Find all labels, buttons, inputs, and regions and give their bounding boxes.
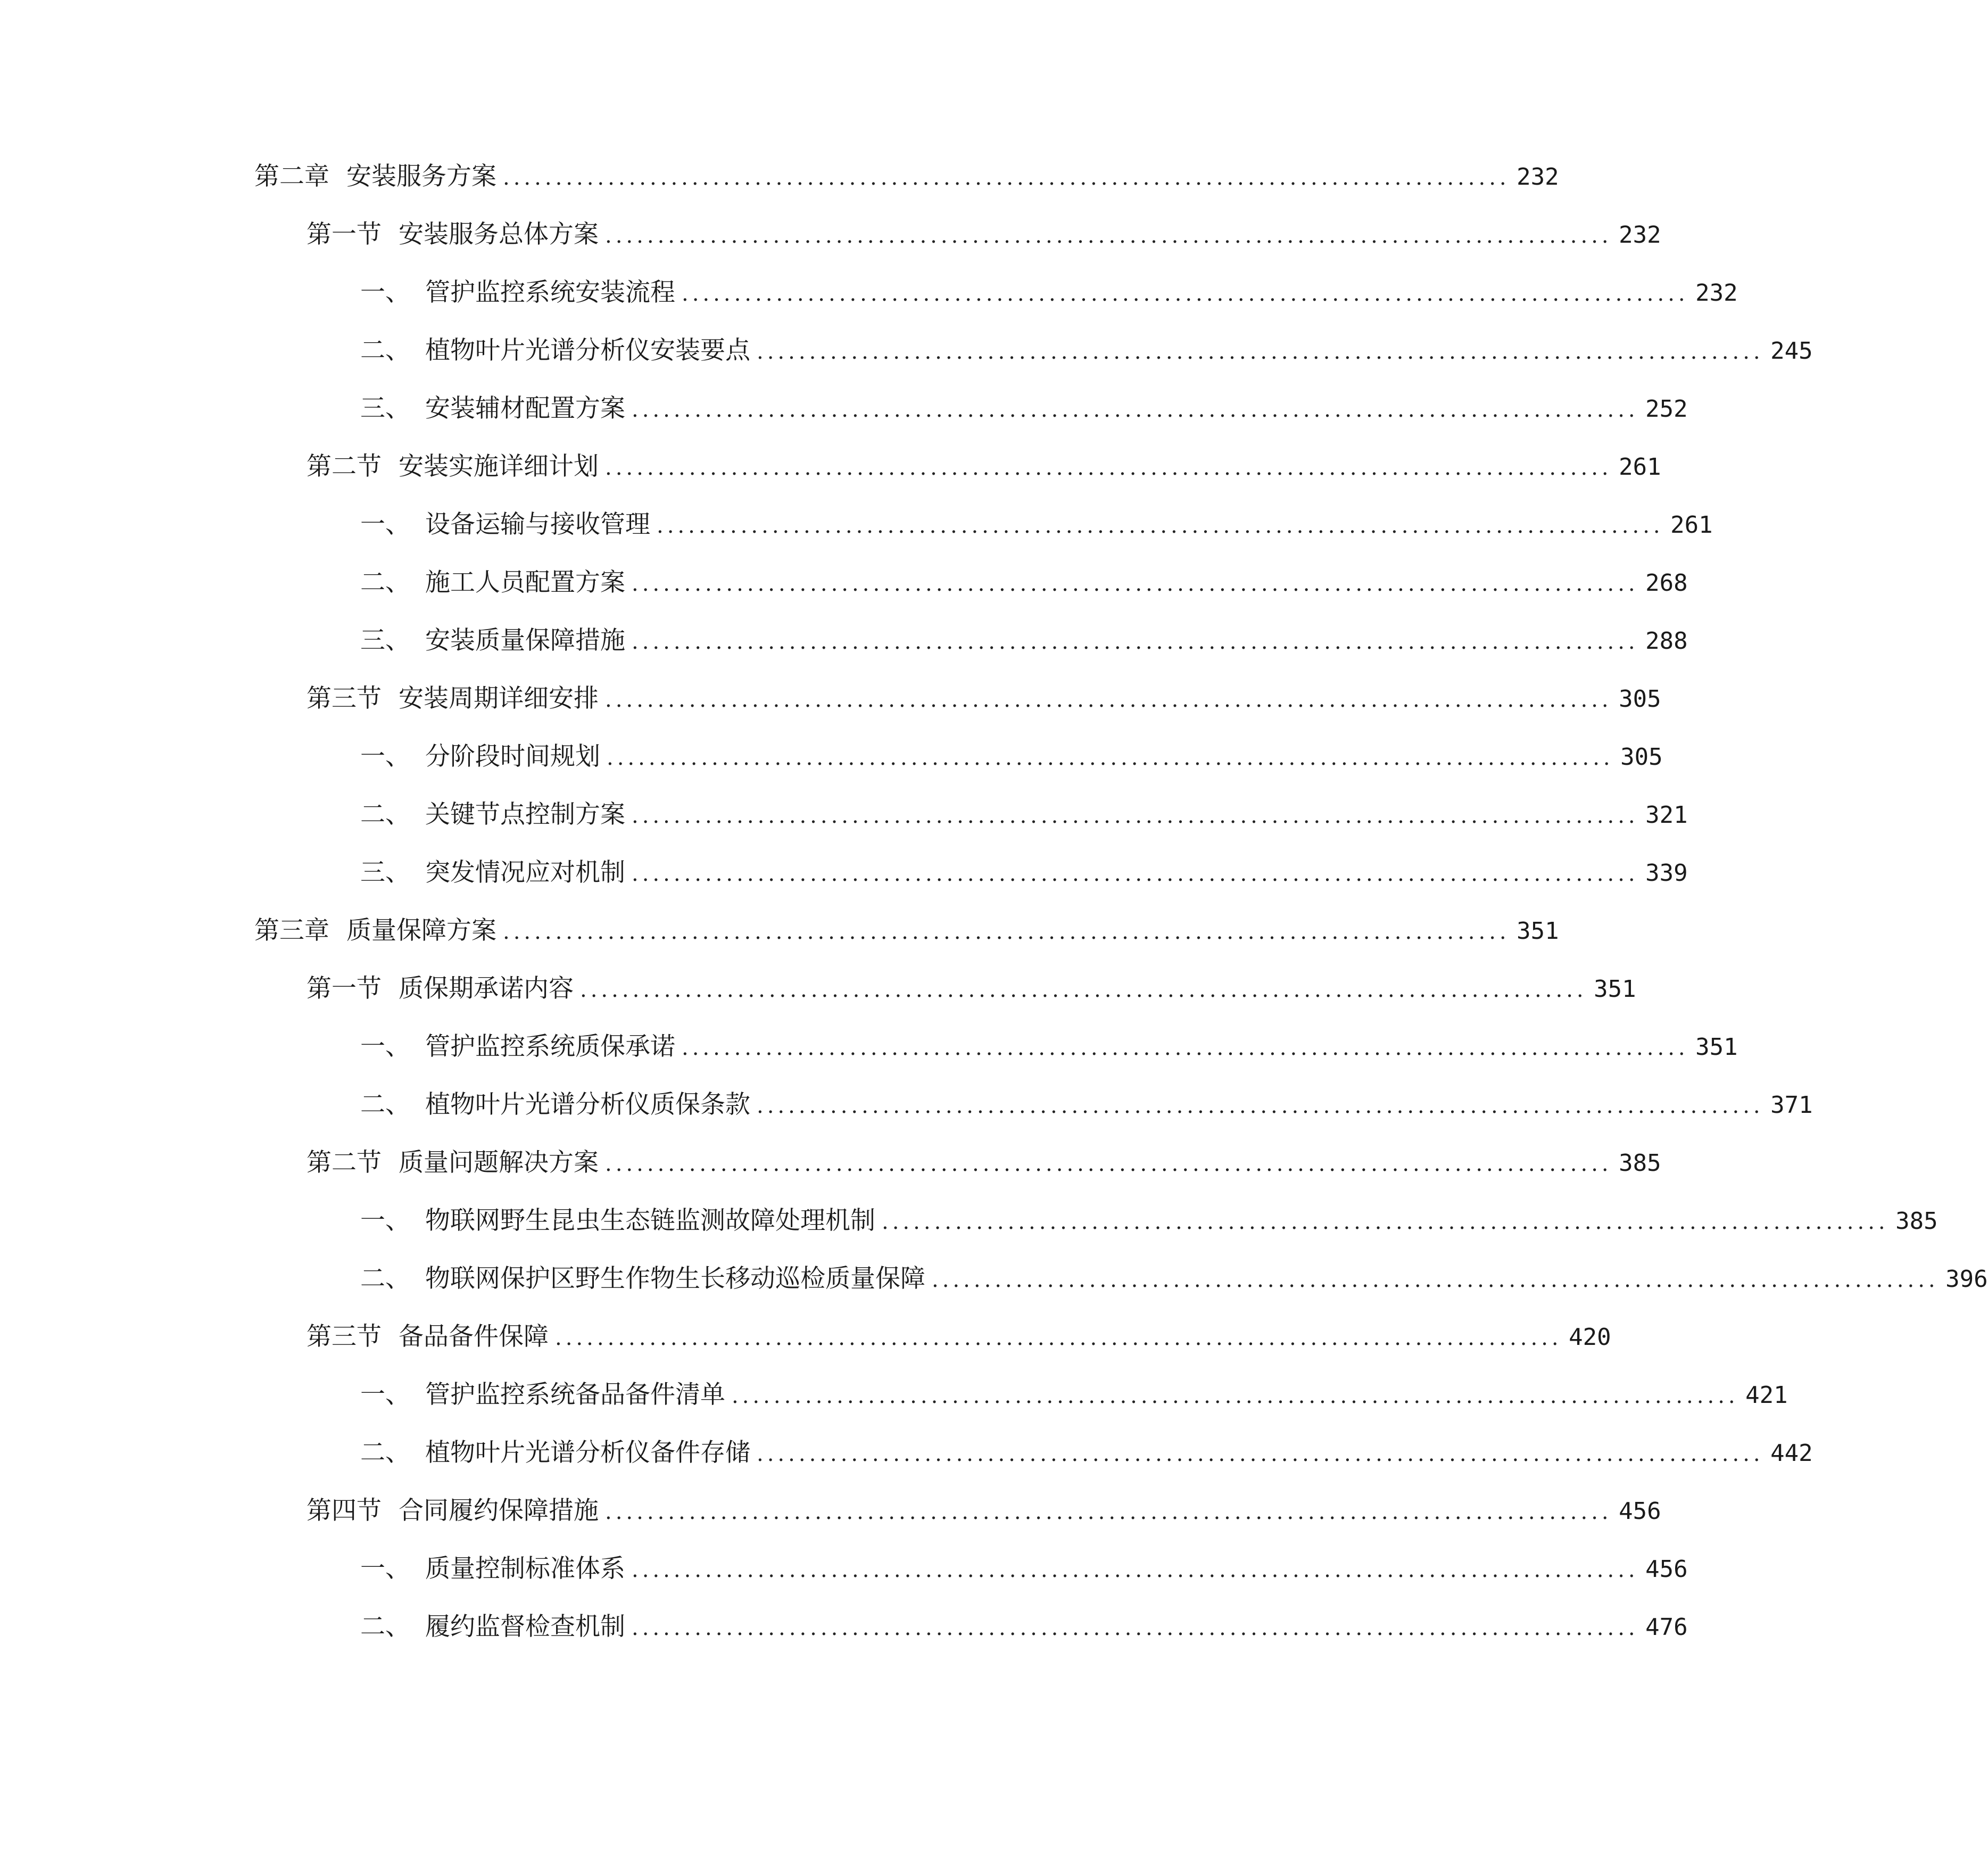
toc-entry-title: 安装周期详细安排 xyxy=(399,684,599,713)
dot-leader: ................................................................................................ xyxy=(682,282,1689,306)
dot-leader: ................................................................................................ xyxy=(605,224,1612,248)
toc-entry-title: 安装辅材配置方案 xyxy=(425,394,625,423)
toc-entry-page: 396 xyxy=(1945,1266,1988,1293)
toc-entry-page: 456 xyxy=(1619,1498,1661,1525)
toc-entry[interactable] xyxy=(360,1376,1788,1414)
toc-entry[interactable] xyxy=(307,216,1661,253)
dot-leader: ................................................................................................ xyxy=(605,1500,1612,1524)
toc-entry-title: 履约监督检查机制 xyxy=(425,1612,625,1641)
toc-entry-prefix: 第二章 xyxy=(254,162,329,191)
toc-entry-title: 关键节点控制方案 xyxy=(425,800,625,829)
toc-entry[interactable] xyxy=(360,854,1688,891)
toc-entry-prefix: 第三章 xyxy=(254,916,329,945)
toc-entry-prefix: 二、 xyxy=(360,1264,410,1293)
toc-entry-page: 456 xyxy=(1645,1556,1688,1583)
dot-leader: ................................................................................................ xyxy=(605,1152,1612,1176)
toc-entry[interactable] xyxy=(254,158,1559,195)
toc-entry-prefix: 一、 xyxy=(360,1380,410,1409)
toc-entry-page: 421 xyxy=(1745,1382,1788,1409)
toc-entry[interactable] xyxy=(307,1144,1661,1182)
toc-entry[interactable] xyxy=(360,564,1688,601)
toc-entry[interactable] xyxy=(360,1202,1938,1240)
dot-leader: ................................................................................................ xyxy=(932,1268,1939,1292)
dot-leader: ................................................................................................ xyxy=(632,572,1639,596)
toc-entry[interactable] xyxy=(360,1260,1988,1298)
toc-entry[interactable] xyxy=(360,622,1688,659)
toc-entry-prefix: 一、 xyxy=(360,278,410,307)
toc-entry-prefix: 第二节 xyxy=(307,452,382,481)
toc-entry-page: 476 xyxy=(1645,1614,1688,1641)
toc-entry-title: 植物叶片光谱分析仪备件存储 xyxy=(425,1438,750,1467)
dot-leader: ................................................................................................ xyxy=(632,1558,1639,1582)
toc-entry-prefix: 一、 xyxy=(360,1206,410,1235)
toc-entry-title: 管护监控系统安装流程 xyxy=(425,278,675,307)
toc-entry-page: 261 xyxy=(1670,511,1713,539)
toc-entry-prefix: 第一节 xyxy=(307,220,382,249)
toc-entry-page: 351 xyxy=(1594,976,1636,1003)
toc-entry[interactable] xyxy=(360,1550,1688,1588)
toc-entry-page: 268 xyxy=(1645,569,1688,597)
dot-leader: ................................................................................................ xyxy=(682,1036,1689,1060)
toc-entry-page: 339 xyxy=(1645,860,1688,887)
toc-entry[interactable] xyxy=(307,680,1661,717)
toc-entry-prefix: 二、 xyxy=(360,800,410,829)
toc-entry-title: 植物叶片光谱分析仪质保条款 xyxy=(425,1090,750,1119)
dot-leader: ................................................................................................ xyxy=(882,1210,1889,1234)
toc-entry[interactable] xyxy=(360,390,1688,427)
toc-entry-page: 261 xyxy=(1619,453,1661,481)
toc-entry-prefix: 第三节 xyxy=(307,1322,382,1351)
toc-entry-prefix: 二、 xyxy=(360,336,410,365)
toc-entry[interactable] xyxy=(360,796,1688,833)
toc-entry-prefix: 第二节 xyxy=(307,1148,382,1177)
dot-leader: ................................................................................................ xyxy=(757,1094,1764,1118)
toc-entry-title: 质量问题解决方案 xyxy=(399,1148,599,1177)
dot-leader: ................................................................................................ xyxy=(503,920,1510,944)
dot-leader: ................................................................................................ xyxy=(757,1442,1764,1466)
toc-entry-prefix: 三、 xyxy=(360,394,410,423)
toc-entry-page: 252 xyxy=(1645,395,1688,423)
toc-entry[interactable] xyxy=(307,1492,1661,1530)
toc-entry-title: 植物叶片光谱分析仪安装要点 xyxy=(425,336,750,365)
dot-leader: ................................................................................................ xyxy=(632,1616,1639,1640)
toc-entry-prefix: 第三节 xyxy=(307,684,382,713)
toc-entry-title: 设备运输与接收管理 xyxy=(425,510,650,539)
toc-entry[interactable] xyxy=(360,274,1738,311)
dot-leader: ................................................................................................ xyxy=(605,456,1612,480)
toc-entry[interactable] xyxy=(360,506,1713,543)
toc-entry-title: 安装服务总体方案 xyxy=(399,220,599,249)
toc-entry-page: 245 xyxy=(1770,337,1813,365)
dot-leader: ................................................................................................ xyxy=(757,340,1764,364)
dot-leader: ................................................................................................ xyxy=(632,398,1639,422)
dot-leader: ................................................................................................ xyxy=(607,746,1614,770)
dot-leader: ................................................................................................ xyxy=(605,688,1612,712)
toc-entry-title: 安装实施详细计划 xyxy=(399,452,599,481)
toc-entry-title: 管护监控系统备品备件清单 xyxy=(425,1380,725,1409)
toc-entry[interactable] xyxy=(254,912,1559,949)
toc-entry-page: 420 xyxy=(1569,1324,1611,1351)
toc-entry-page: 288 xyxy=(1645,627,1688,655)
toc-entry-page: 321 xyxy=(1645,802,1688,829)
toc-entry[interactable] xyxy=(360,738,1663,775)
dot-leader: ................................................................................................ xyxy=(503,166,1510,190)
toc-entry-title: 安装质量保障措施 xyxy=(425,626,625,655)
toc-entry-page: 385 xyxy=(1619,1150,1661,1177)
toc-entry-page: 305 xyxy=(1620,744,1663,771)
toc-entry[interactable] xyxy=(360,1434,1813,1472)
dot-leader: ................................................................................................ xyxy=(580,978,1587,1002)
toc-entry-prefix: 一、 xyxy=(360,742,410,771)
toc-entry[interactable] xyxy=(307,448,1661,485)
toc-entry-prefix: 三、 xyxy=(360,626,410,655)
toc-entry-title: 突发情况应对机制 xyxy=(425,858,625,887)
toc-entry-page: 232 xyxy=(1695,279,1738,307)
toc-entry-page: 232 xyxy=(1517,163,1559,191)
toc-entry-page: 232 xyxy=(1619,221,1661,249)
toc-entry-title: 安装服务方案 xyxy=(346,162,496,191)
toc-entry-prefix: 第四节 xyxy=(307,1496,382,1525)
toc-entry-prefix: 二、 xyxy=(360,1438,410,1467)
toc-entry-prefix: 三、 xyxy=(360,858,410,887)
dot-leader: ................................................................................................ xyxy=(732,1384,1739,1408)
toc-entry-prefix: 二、 xyxy=(360,1090,410,1119)
dot-leader: ................................................................................................ xyxy=(632,804,1639,828)
toc-entry-title: 物联网野生昆虫生态链监测故障处理机制 xyxy=(425,1206,875,1235)
dot-leader: ................................................................................................ xyxy=(632,630,1639,654)
toc-entry-prefix: 二、 xyxy=(360,568,410,597)
toc-entry-prefix: 二、 xyxy=(360,1612,410,1641)
toc-entry-page: 385 xyxy=(1895,1208,1938,1235)
toc-entry-prefix: 第一节 xyxy=(307,974,382,1003)
toc-entry-title: 合同履约保障措施 xyxy=(399,1496,599,1525)
toc-entry[interactable] xyxy=(307,1318,1611,1356)
toc-entry-title: 备品备件保障 xyxy=(399,1322,549,1351)
toc-entry[interactable] xyxy=(360,1028,1738,1065)
toc-entry[interactable] xyxy=(360,332,1813,369)
toc-entry-title: 管护监控系统质保承诺 xyxy=(425,1032,675,1061)
toc-entry-title: 分阶段时间规划 xyxy=(425,742,600,771)
toc-entry-page: 351 xyxy=(1517,918,1559,945)
toc-entry-title: 质量控制标准体系 xyxy=(425,1554,625,1583)
toc-entry-title: 物联网保护区野生作物生长移动巡检质量保障 xyxy=(425,1264,925,1293)
toc-entry-title: 质保期承诺内容 xyxy=(399,974,574,1003)
toc-entry[interactable] xyxy=(360,1086,1813,1123)
toc-entry[interactable] xyxy=(360,1608,1688,1646)
toc-entry-page: 305 xyxy=(1619,685,1661,713)
toc-entry-title: 施工人员配置方案 xyxy=(425,568,625,597)
dot-leader: ................................................................................................ xyxy=(657,514,1664,538)
toc-entry-prefix: 一、 xyxy=(360,510,410,539)
dot-leader: ................................................................................................ xyxy=(632,862,1639,886)
toc-entry-prefix: 一、 xyxy=(360,1032,410,1061)
toc-entry-page: 442 xyxy=(1770,1440,1813,1467)
toc-entry-prefix: 一、 xyxy=(360,1554,410,1583)
toc-entry-title: 质量保障方案 xyxy=(346,916,496,945)
toc-entry[interactable] xyxy=(307,970,1636,1007)
dot-leader: ................................................................................................ xyxy=(555,1326,1562,1350)
toc-entry-page: 371 xyxy=(1770,1092,1813,1119)
toc-entry-page: 351 xyxy=(1695,1034,1738,1061)
